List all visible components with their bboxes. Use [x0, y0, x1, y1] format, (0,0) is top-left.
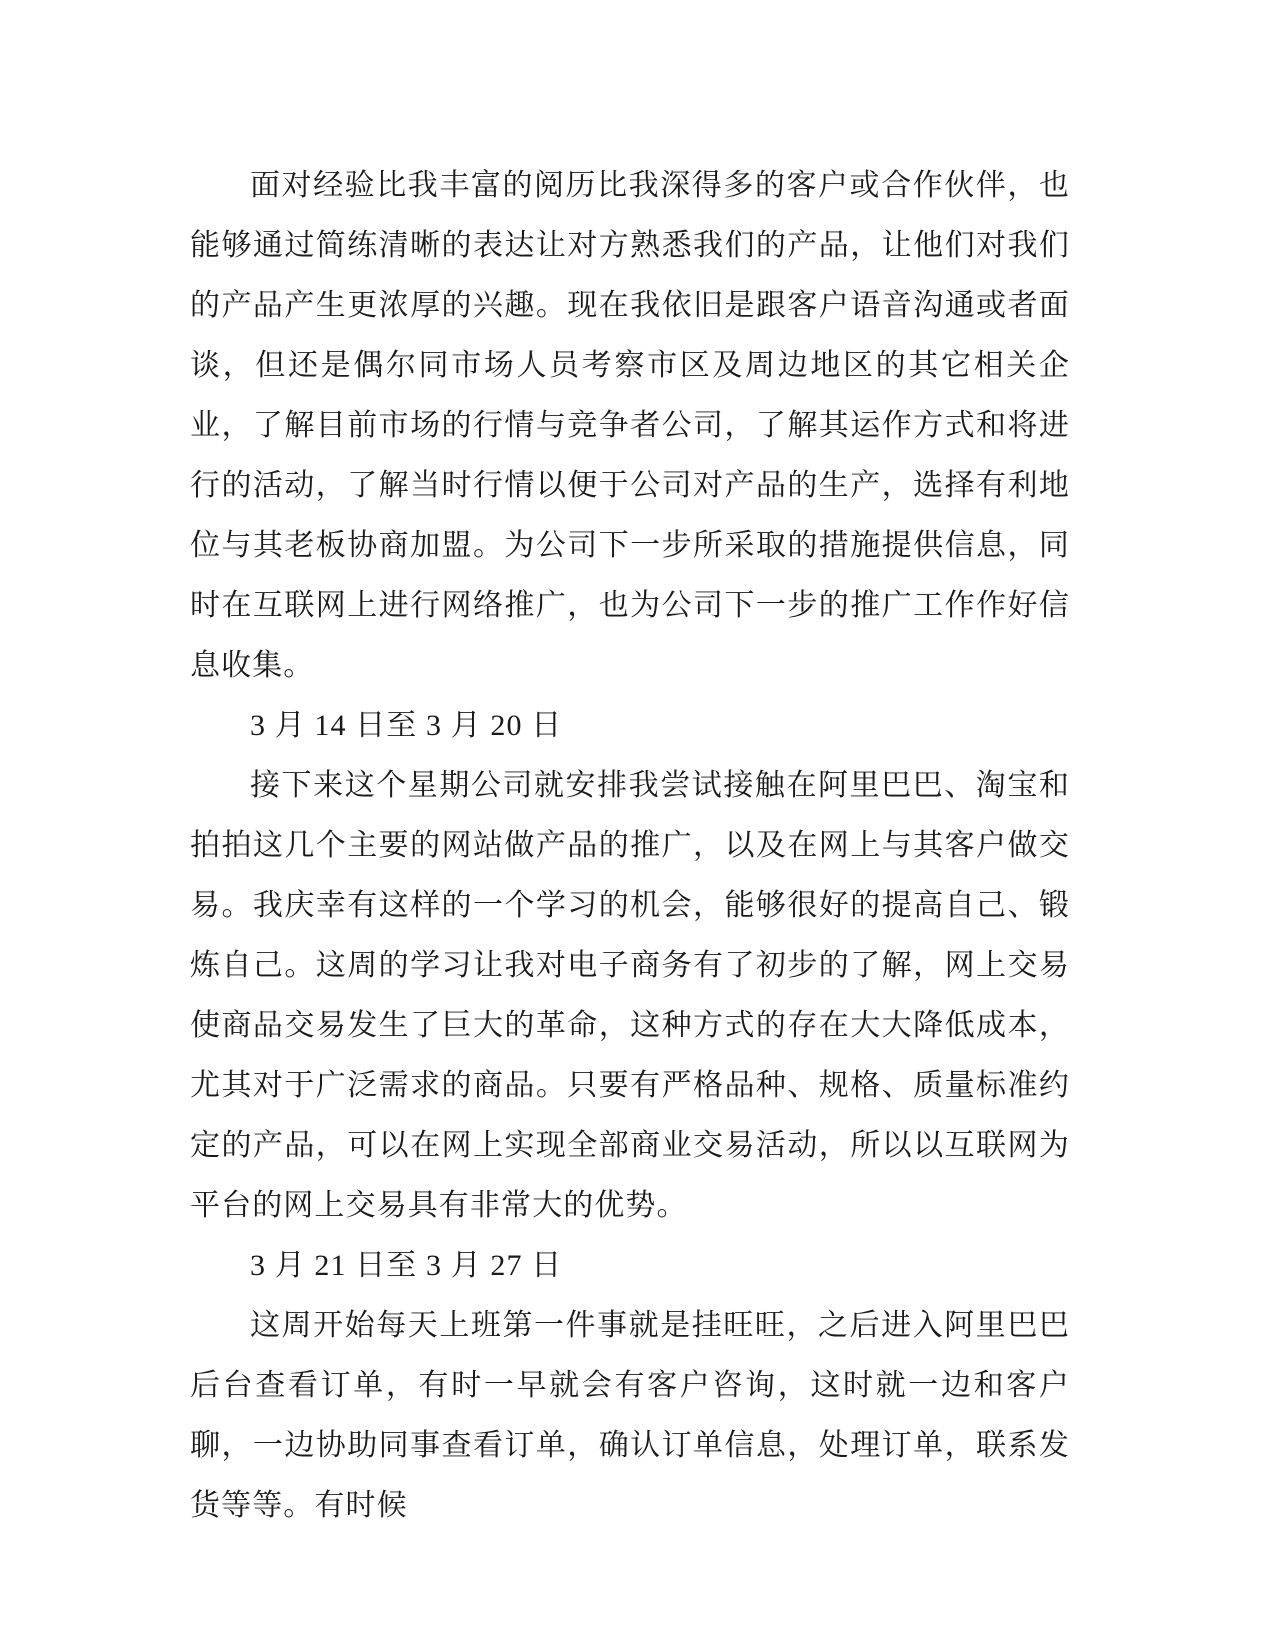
- paragraph: 这周开始每天上班第一件事就是挂旺旺，之后进入阿里巴巴后台查看订单，有时一早就会有客户咨询，这时就一边和客户聊，一边协助同事查看订单，确认订单信息，处理订单，联系发货等等。有时候: [190, 1308, 1070, 1523]
- paragraph: 接下来这个星期公司就安排我尝试接触在阿里巴巴、淘宝和拍拍这几个主要的网站做产品的推广，以及在网上与其客户做交易。我庆幸有这样的一个学习的机会，能够很好的提高自己、锻炼自己。这周的学习让我对电子商务有了初步的了解，网上交易使商品交易发生了巨大的革命，这种方式的存在大大降低成本，尤其对于广泛需求的商品。只要有严格品种、规格、质量标准约定的产品，可以在网上实现全部商业交易活动，所以以互联网为平台的网上交易具有非常大的优势。: [190, 768, 1070, 1223]
- date-range-heading: 3 月 21 日至 3 月 27 日: [250, 1249, 563, 1282]
- document-body: [190, 156, 1070, 1536]
- paragraph: 面对经验比我丰富的阅历比我深得多的客户或合作伙伴，也能够通过简练清晰的表达让对方熟悉我们的产品，让他们对我们的产品产生更浓厚的兴趣。现在我依旧是跟客户语音沟通或者面谈，但还是偶尔同市场人员考察市区及周边地区的其它相关企业，了解目前市场的行情与竞争者公司，了解其运作方式和将进行的活动，了解当时行情以便于公司对产品的生产，选择有利地位与其老板协商加盟。为公司下一步所采取的措施提供信息，同时在互联网上进行网络推广，也为公司下一步的推广工作作好信息收集。: [190, 168, 1070, 683]
- date-range-heading: 3 月 14 日至 3 月 20 日: [250, 709, 563, 742]
